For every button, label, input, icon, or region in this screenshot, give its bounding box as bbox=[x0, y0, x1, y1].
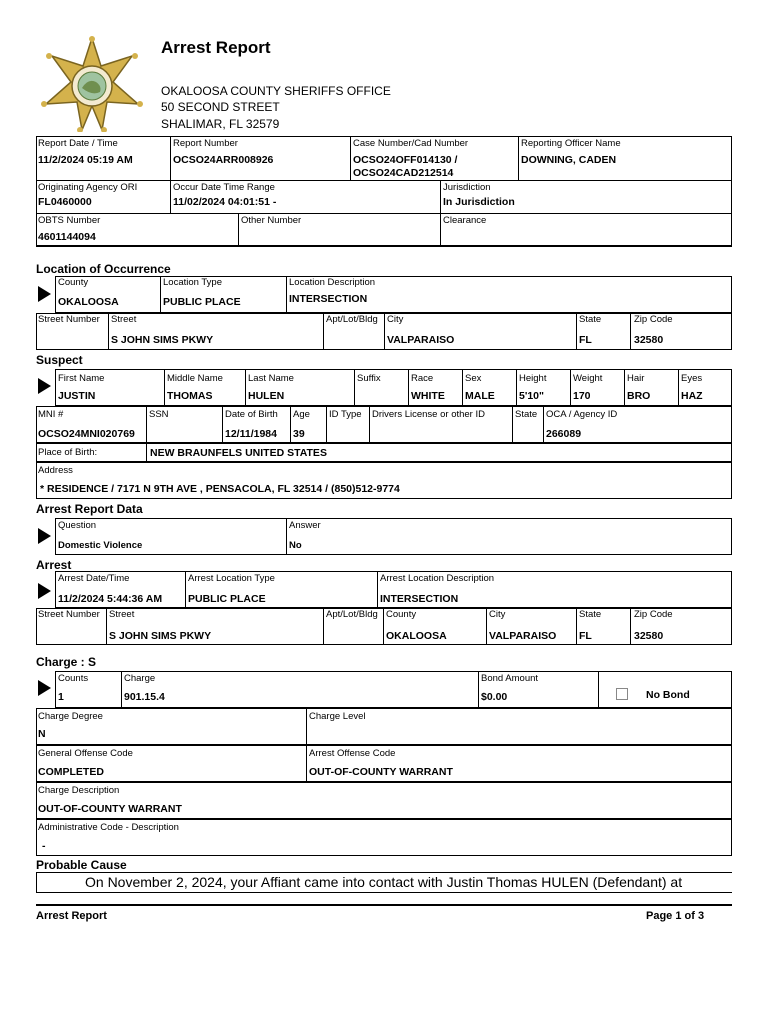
id-type-label: ID Type bbox=[329, 409, 362, 420]
general-offense-label: General Offense Code bbox=[38, 748, 133, 759]
arrest-offense-value: OUT-OF-COUNTY WARRANT bbox=[309, 766, 453, 778]
arrest-city-value: VALPARAISO bbox=[489, 630, 557, 642]
zip-label: Zip Code bbox=[634, 314, 673, 325]
arrest-section-title: Arrest bbox=[36, 558, 72, 572]
state-value: FL bbox=[579, 334, 592, 346]
street-label: Street bbox=[111, 314, 137, 325]
arrest-loctype-label: Arrest Location Type bbox=[188, 573, 275, 584]
arrest-apt-label: Apt/Lot/Bldg bbox=[326, 609, 378, 620]
mni-value: OCSO24MNI020769 bbox=[38, 428, 135, 440]
place-of-birth-value: NEW BRAUNFELS UNITED STATES bbox=[150, 447, 327, 459]
charge-degree-label: Charge Degree bbox=[38, 711, 103, 722]
race-value: WHITE bbox=[411, 390, 445, 402]
charge-degree-box bbox=[36, 708, 732, 745]
id-state-label: State bbox=[515, 409, 538, 420]
oca-label: OCA / Agency ID bbox=[546, 409, 618, 420]
charge-value: 901.15.4 bbox=[124, 691, 165, 703]
ori-value: FL0460000 bbox=[38, 196, 92, 208]
bond-label: Bond Amount bbox=[481, 673, 539, 684]
agency-city: SHALIMAR, FL 32579 bbox=[161, 117, 280, 131]
first-name-value: JUSTIN bbox=[58, 390, 96, 402]
other-number-label: Other Number bbox=[241, 215, 302, 226]
arrest-locdesc-value: INTERSECTION bbox=[380, 593, 459, 605]
expand-arrow-icon[interactable] bbox=[38, 286, 51, 302]
dob-value: 12/11/1984 bbox=[225, 428, 277, 440]
last-name-value: HULEN bbox=[248, 390, 285, 402]
sex-value: MALE bbox=[465, 390, 495, 402]
street-value: S JOHN SIMS PKWY bbox=[111, 334, 214, 346]
city-label: City bbox=[387, 314, 404, 325]
last-name-label: Last Name bbox=[248, 373, 294, 384]
charge-description-label: Charge Description bbox=[38, 785, 120, 796]
arrest-datetime-label: Arrest Date/Time bbox=[58, 573, 130, 584]
arrest-zip-value: 32580 bbox=[634, 630, 664, 642]
age-label: Age bbox=[293, 409, 310, 420]
dob-label: Date of Birth bbox=[225, 409, 278, 420]
expand-arrow-icon[interactable] bbox=[38, 528, 51, 544]
jurisdiction-label: Jurisdiction bbox=[443, 182, 491, 193]
bond-value: $0.00 bbox=[481, 691, 508, 703]
agency-street: 50 SECOND STREET bbox=[161, 100, 280, 114]
oca-value: 266089 bbox=[546, 428, 582, 440]
weight-label: Weight bbox=[573, 373, 603, 384]
report-date-label: Report Date / Time bbox=[38, 138, 118, 149]
first-name-label: First Name bbox=[58, 373, 105, 384]
question-label: Question bbox=[58, 520, 97, 531]
arrest-datetime-value: 11/2/2024 5:44:36 AM bbox=[58, 593, 163, 605]
place-of-birth-box bbox=[36, 443, 732, 462]
location-desc-label: Location Description bbox=[289, 277, 376, 288]
report-number: OCSO24ARR008926 bbox=[173, 154, 274, 166]
state-label: State bbox=[579, 314, 602, 325]
counts-label: Counts bbox=[58, 673, 89, 684]
obts-value: 4601144094 bbox=[38, 231, 96, 243]
charge-level-label: Charge Level bbox=[309, 711, 366, 722]
clearance-label: Clearance bbox=[443, 215, 487, 226]
arrest-state-label: State bbox=[579, 609, 602, 620]
probable-cause-title: Probable Cause bbox=[36, 858, 127, 872]
expand-arrow-icon[interactable] bbox=[38, 680, 51, 696]
question-box bbox=[55, 518, 732, 555]
suspect-section-title: Suspect bbox=[36, 353, 83, 367]
arrest-county-value: OKALOOSA bbox=[386, 630, 447, 642]
charge-label: Charge bbox=[124, 673, 156, 684]
location-desc-value: INTERSECTION bbox=[289, 293, 368, 305]
charge-description-value: OUT-OF-COUNTY WARRANT bbox=[38, 803, 182, 815]
address-label: Address bbox=[38, 465, 73, 476]
eyes-label: Eyes bbox=[681, 373, 703, 384]
hair-label: Hair bbox=[627, 373, 645, 384]
case-number-2: OCSO24CAD212514 bbox=[353, 167, 454, 179]
arrest-streetnum-label: Street Number bbox=[38, 609, 100, 620]
age-value: 39 bbox=[293, 428, 305, 440]
counts-value: 1 bbox=[58, 691, 64, 703]
location-section-title: Location of Occurrence bbox=[36, 262, 171, 276]
probable-cause-text: On November 2, 2024, your Affiant came into contact with Justin Thomas HULEN (Defendant) at bbox=[85, 874, 683, 890]
middle-name-label: Middle Name bbox=[167, 373, 223, 384]
height-value: 5'10" bbox=[519, 390, 544, 402]
agency-name: OKALOOSA COUNTY SHERIFFS OFFICE bbox=[161, 84, 391, 98]
sheriff-star-badge-icon bbox=[38, 36, 146, 132]
expand-arrow-icon[interactable] bbox=[38, 583, 51, 599]
race-label: Race bbox=[411, 373, 434, 384]
county-value: OKALOOSA bbox=[58, 296, 119, 308]
eyes-value: HAZ bbox=[681, 390, 703, 402]
admin-code-label: Administrative Code - Description bbox=[38, 822, 179, 833]
weight-value: 170 bbox=[573, 390, 591, 402]
sex-label: Sex bbox=[465, 373, 482, 384]
general-offense-value: COMPLETED bbox=[38, 766, 104, 778]
case-number-label: Case Number/Cad Number bbox=[353, 138, 469, 149]
question-value: Domestic Violence bbox=[58, 540, 143, 551]
arrest-locdesc-label: Arrest Location Description bbox=[380, 573, 495, 584]
arrest-city-label: City bbox=[489, 609, 506, 620]
location-type-value: PUBLIC PLACE bbox=[163, 296, 241, 308]
middle-name-value: THOMAS bbox=[167, 390, 213, 402]
answer-label: Answer bbox=[289, 520, 321, 531]
mni-label: MNI # bbox=[38, 409, 64, 420]
jurisdiction-value: In Jurisdiction bbox=[443, 196, 515, 208]
height-label: Height bbox=[519, 373, 547, 384]
expand-arrow-icon[interactable] bbox=[38, 378, 51, 394]
footer-title: Arrest Report bbox=[36, 910, 107, 922]
city-value: VALPARAISO bbox=[387, 334, 455, 346]
arrest-street-label: Street bbox=[109, 609, 135, 620]
obts-label: OBTS Number bbox=[38, 215, 101, 226]
address-value: * RESIDENCE / 7171 N 9TH AVE , PENSACOLA, FL 32514 / (850)512-9774 bbox=[40, 483, 400, 495]
occur-value: 11/02/2024 04:01:51 - bbox=[173, 196, 277, 208]
footer-rule bbox=[36, 904, 732, 906]
report-number-label: Report Number bbox=[173, 138, 238, 149]
place-of-birth-label: Place of Birth: bbox=[38, 447, 98, 458]
zip-value: 32580 bbox=[634, 334, 664, 346]
arrest-offense-label: Arrest Offense Code bbox=[309, 748, 396, 759]
occur-label: Occur Date Time Range bbox=[173, 182, 275, 193]
admin-code-value: - bbox=[42, 840, 46, 852]
charge-degree-value: N bbox=[38, 728, 46, 740]
arrest-loctype-value: PUBLIC PLACE bbox=[188, 593, 266, 605]
arrest-state-value: FL bbox=[579, 630, 592, 642]
no-bond-checkbox[interactable] bbox=[616, 688, 628, 700]
ori-label: Originating Agency ORI bbox=[38, 182, 138, 193]
ssn-label: SSN bbox=[149, 409, 169, 420]
arrest-zip-label: Zip Code bbox=[634, 609, 673, 620]
no-bond-label: No Bond bbox=[646, 689, 690, 701]
location-type-label: Location Type bbox=[163, 277, 222, 288]
hair-value: BRO bbox=[627, 390, 651, 402]
case-number-1: OCSO24OFF014130 / bbox=[353, 154, 458, 166]
officer-label: Reporting Officer Name bbox=[521, 138, 621, 149]
report-data-section-title: Arrest Report Data bbox=[36, 502, 143, 516]
arrest-county-label: County bbox=[386, 609, 417, 620]
suffix-label: Suffix bbox=[357, 373, 381, 384]
drivers-license-label: Drivers License or other ID bbox=[372, 409, 485, 420]
apt-label: Apt/Lot/Bldg bbox=[326, 314, 378, 325]
street-number-label: Street Number bbox=[38, 314, 100, 325]
county-label: County bbox=[58, 277, 89, 288]
report-title: Arrest Report bbox=[161, 38, 271, 57]
charge-section-title: Charge : S bbox=[36, 655, 97, 669]
arrest-street-value: S JOHN SIMS PKWY bbox=[109, 630, 212, 642]
answer-value: No bbox=[289, 540, 302, 551]
report-info-box bbox=[36, 136, 732, 247]
officer-name: DOWNING, CADEN bbox=[521, 154, 617, 166]
location-box bbox=[55, 276, 732, 313]
report-date: 11/2/2024 05:19 AM bbox=[38, 154, 133, 166]
page-number: Page 1 of 3 bbox=[646, 910, 705, 922]
